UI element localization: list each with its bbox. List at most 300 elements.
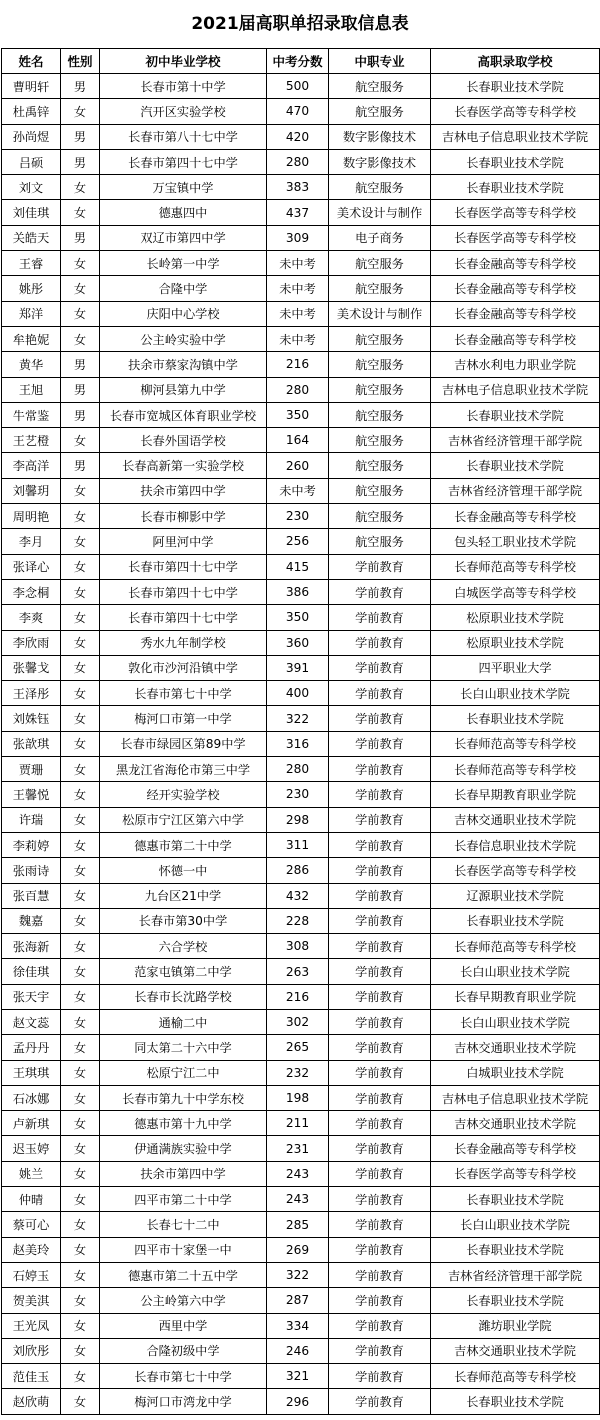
cell-middle-school: 长春市长沈路学校 — [100, 984, 267, 1009]
cell-name: 赵美玲 — [2, 1237, 61, 1262]
cell-gender: 女 — [61, 200, 100, 225]
table-row — [2, 984, 600, 1009]
table-row — [2, 74, 600, 99]
cell-vocational-major: 学前教育 — [329, 1035, 431, 1060]
table-row — [2, 529, 600, 554]
cell-exam-score: 未中考 — [267, 301, 329, 326]
cell-admitted-college: 长春金融高等专科学校 — [431, 504, 600, 529]
cell-admitted-college: 长春职业技术学院 — [431, 402, 600, 427]
cell-middle-school: 长春市宽城区体育职业学校 — [100, 402, 267, 427]
cell-admitted-college: 白城职业技术学院 — [431, 1060, 600, 1085]
cell-admitted-college: 长白山职业技术学院 — [431, 959, 600, 984]
table-row — [2, 453, 600, 478]
cell-admitted-college: 长春金融高等专科学校 — [431, 301, 600, 326]
table-row — [2, 605, 600, 630]
cell-admitted-college: 长春早期教育职业学院 — [431, 782, 600, 807]
cell-gender: 女 — [61, 579, 100, 604]
cell-vocational-major: 航空服务 — [329, 478, 431, 503]
table-row — [2, 1212, 600, 1237]
cell-gender: 女 — [61, 504, 100, 529]
cell-name: 李莉婷 — [2, 832, 61, 857]
table-row — [2, 377, 600, 402]
table-row — [2, 124, 600, 149]
cell-admitted-college: 吉林交通职业技术学院 — [431, 1111, 600, 1136]
cell-admitted-college: 长春职业技术学院 — [431, 74, 600, 99]
cell-admitted-college: 吉林交通职业技术学院 — [431, 1338, 600, 1363]
cell-name: 刘馨玥 — [2, 478, 61, 503]
header-exam-score: 中考分数 — [267, 49, 329, 74]
cell-vocational-major: 学前教育 — [329, 1085, 431, 1110]
cell-admitted-college: 吉林省经济管理干部学院 — [431, 428, 600, 453]
cell-exam-score: 296 — [267, 1389, 329, 1414]
cell-vocational-major: 航空服务 — [329, 428, 431, 453]
cell-vocational-major: 学前教育 — [329, 1338, 431, 1363]
cell-middle-school: 梅河口市湾龙中学 — [100, 1389, 267, 1414]
cell-middle-school: 长春七十二中 — [100, 1212, 267, 1237]
cell-admitted-college: 吉林省经济管理干部学院 — [431, 1262, 600, 1287]
cell-vocational-major: 学前教育 — [329, 959, 431, 984]
cell-middle-school: 长春市第四十七中学 — [100, 554, 267, 579]
cell-exam-score: 260 — [267, 453, 329, 478]
cell-name: 王馨悦 — [2, 782, 61, 807]
table-row — [2, 1060, 600, 1085]
cell-vocational-major: 学前教育 — [329, 1389, 431, 1414]
cell-exam-score: 298 — [267, 807, 329, 832]
cell-exam-score: 386 — [267, 579, 329, 604]
table-row — [2, 352, 600, 377]
cell-admitted-college: 四平职业大学 — [431, 655, 600, 680]
table-row — [2, 1262, 600, 1287]
cell-middle-school: 秀水九年制学校 — [100, 630, 267, 655]
table-row — [2, 1187, 600, 1212]
cell-middle-school: 同太第二十六中学 — [100, 1035, 267, 1060]
cell-vocational-major: 电子商务 — [329, 225, 431, 250]
cell-name: 张天宇 — [2, 984, 61, 1009]
cell-gender: 女 — [61, 1313, 100, 1338]
table-row — [2, 1136, 600, 1161]
cell-gender: 女 — [61, 630, 100, 655]
cell-admitted-college: 松原职业技术学院 — [431, 605, 600, 630]
cell-gender: 女 — [61, 428, 100, 453]
cell-exam-score: 400 — [267, 681, 329, 706]
cell-middle-school: 双辽市第四中学 — [100, 225, 267, 250]
cell-vocational-major: 学前教育 — [329, 1009, 431, 1034]
cell-middle-school: 长春市第四十七中学 — [100, 149, 267, 174]
cell-exam-score: 269 — [267, 1237, 329, 1262]
cell-name: 关皓天 — [2, 225, 61, 250]
cell-exam-score: 383 — [267, 175, 329, 200]
cell-name: 王睿 — [2, 251, 61, 276]
table-row — [2, 1237, 600, 1262]
cell-name: 王光凤 — [2, 1313, 61, 1338]
cell-vocational-major: 学前教育 — [329, 1060, 431, 1085]
cell-middle-school: 经开实验学校 — [100, 782, 267, 807]
cell-gender: 女 — [61, 1389, 100, 1414]
cell-admitted-college: 辽源职业技术学院 — [431, 883, 600, 908]
cell-admitted-college: 长春医学高等专科学校 — [431, 99, 600, 124]
cell-exam-score: 198 — [267, 1085, 329, 1110]
cell-gender: 女 — [61, 1085, 100, 1110]
cell-exam-score: 164 — [267, 428, 329, 453]
cell-name: 赵文蕊 — [2, 1009, 61, 1034]
cell-name: 李月 — [2, 529, 61, 554]
cell-name: 张雨诗 — [2, 858, 61, 883]
cell-name: 张歆琪 — [2, 731, 61, 756]
cell-middle-school: 长春市第30中学 — [100, 908, 267, 933]
cell-name: 孟丹丹 — [2, 1035, 61, 1060]
cell-exam-score: 280 — [267, 757, 329, 782]
cell-exam-score: 420 — [267, 124, 329, 149]
cell-admitted-college: 吉林交通职业技术学院 — [431, 1035, 600, 1060]
cell-name: 许瑞 — [2, 807, 61, 832]
table-row — [2, 959, 600, 984]
cell-middle-school: 阿里河中学 — [100, 529, 267, 554]
cell-name: 刘欣彤 — [2, 1338, 61, 1363]
cell-vocational-major: 学前教育 — [329, 807, 431, 832]
cell-middle-school: 九台区21中学 — [100, 883, 267, 908]
table-row — [2, 908, 600, 933]
cell-name: 石婷玉 — [2, 1262, 61, 1287]
cell-name: 赵欣萌 — [2, 1389, 61, 1414]
cell-exam-score: 228 — [267, 908, 329, 933]
cell-name: 黄华 — [2, 352, 61, 377]
cell-name: 蔡可心 — [2, 1212, 61, 1237]
cell-vocational-major: 学前教育 — [329, 1212, 431, 1237]
cell-exam-score: 308 — [267, 934, 329, 959]
header-name: 姓名 — [2, 49, 61, 74]
cell-vocational-major: 学前教育 — [329, 1237, 431, 1262]
cell-vocational-major: 学前教育 — [329, 782, 431, 807]
cell-name: 王旭 — [2, 377, 61, 402]
cell-exam-score: 256 — [267, 529, 329, 554]
cell-name: 王琪琪 — [2, 1060, 61, 1085]
cell-gender: 男 — [61, 352, 100, 377]
cell-vocational-major: 学前教育 — [329, 1161, 431, 1186]
cell-vocational-major: 学前教育 — [329, 1136, 431, 1161]
cell-name: 王艺橙 — [2, 428, 61, 453]
cell-vocational-major: 航空服务 — [329, 99, 431, 124]
table-row — [2, 1389, 600, 1414]
cell-vocational-major: 学前教育 — [329, 1364, 431, 1389]
cell-admitted-college: 长春师范高等专科学校 — [431, 757, 600, 782]
table-row — [2, 326, 600, 351]
cell-gender: 女 — [61, 529, 100, 554]
table-row — [2, 402, 600, 427]
cell-gender: 女 — [61, 681, 100, 706]
cell-middle-school: 长春高新第一实验学校 — [100, 453, 267, 478]
cell-name: 贾珊 — [2, 757, 61, 782]
cell-exam-score: 265 — [267, 1035, 329, 1060]
cell-admitted-college: 长春职业技术学院 — [431, 149, 600, 174]
cell-vocational-major: 学前教育 — [329, 858, 431, 883]
cell-vocational-major: 学前教育 — [329, 757, 431, 782]
table-row — [2, 1364, 600, 1389]
cell-exam-score: 216 — [267, 352, 329, 377]
cell-vocational-major: 学前教育 — [329, 984, 431, 1009]
cell-exam-score: 230 — [267, 782, 329, 807]
header-row — [2, 49, 600, 74]
cell-gender: 女 — [61, 1212, 100, 1237]
cell-gender: 女 — [61, 655, 100, 680]
cell-exam-score: 280 — [267, 377, 329, 402]
cell-exam-score: 302 — [267, 1009, 329, 1034]
cell-middle-school: 德惠四中 — [100, 200, 267, 225]
cell-exam-score: 未中考 — [267, 251, 329, 276]
cell-admitted-college: 长春金融高等专科学校 — [431, 1136, 600, 1161]
cell-exam-score: 285 — [267, 1212, 329, 1237]
cell-vocational-major: 美术设计与制作 — [329, 200, 431, 225]
cell-vocational-major: 学前教育 — [329, 1288, 431, 1313]
cell-exam-score: 321 — [267, 1364, 329, 1389]
table-row — [2, 478, 600, 503]
cell-exam-score: 311 — [267, 832, 329, 857]
cell-middle-school: 公主岭第六中学 — [100, 1288, 267, 1313]
cell-middle-school: 长春市绿园区第89中学 — [100, 731, 267, 756]
cell-name: 刘佳琪 — [2, 200, 61, 225]
cell-vocational-major: 美术设计与制作 — [329, 301, 431, 326]
cell-gender: 女 — [61, 1338, 100, 1363]
cell-middle-school: 通榆二中 — [100, 1009, 267, 1034]
cell-vocational-major: 学前教育 — [329, 630, 431, 655]
cell-admitted-college: 长春职业技术学院 — [431, 453, 600, 478]
cell-middle-school: 合隆初级中学 — [100, 1338, 267, 1363]
cell-vocational-major: 学前教育 — [329, 883, 431, 908]
header-admitted-college: 高职录取学校 — [431, 49, 600, 74]
cell-gender: 女 — [61, 175, 100, 200]
cell-gender: 女 — [61, 1060, 100, 1085]
cell-middle-school: 长春市第七十中学 — [100, 681, 267, 706]
table-row — [2, 681, 600, 706]
cell-name: 姚彤 — [2, 276, 61, 301]
cell-gender: 女 — [61, 478, 100, 503]
cell-gender: 女 — [61, 301, 100, 326]
cell-middle-school: 扶余市蔡家沟镇中学 — [100, 352, 267, 377]
cell-name: 迟玉婷 — [2, 1136, 61, 1161]
cell-admitted-college: 吉林电子信息职业技术学院 — [431, 1085, 600, 1110]
cell-exam-score: 287 — [267, 1288, 329, 1313]
table-row — [2, 200, 600, 225]
cell-admitted-college: 长春职业技术学院 — [431, 175, 600, 200]
table-row — [2, 858, 600, 883]
cell-admitted-college: 长白山职业技术学院 — [431, 681, 600, 706]
cell-name: 仲晴 — [2, 1187, 61, 1212]
table-row — [2, 1338, 600, 1363]
table-row — [2, 225, 600, 250]
cell-gender: 男 — [61, 74, 100, 99]
header-gender: 性别 — [61, 49, 100, 74]
cell-middle-school: 黑龙江省海伦市第三中学 — [100, 757, 267, 782]
cell-middle-school: 松原市宁江区第六中学 — [100, 807, 267, 832]
cell-middle-school: 德惠市第二十五中学 — [100, 1262, 267, 1287]
cell-middle-school: 伊通满族实验中学 — [100, 1136, 267, 1161]
cell-exam-score: 360 — [267, 630, 329, 655]
cell-exam-score: 432 — [267, 883, 329, 908]
cell-admitted-college: 潍坊职业学院 — [431, 1313, 600, 1338]
table-row — [2, 251, 600, 276]
cell-vocational-major: 学前教育 — [329, 832, 431, 857]
cell-middle-school: 四平市十家堡一中 — [100, 1237, 267, 1262]
table-row — [2, 706, 600, 731]
cell-vocational-major: 航空服务 — [329, 453, 431, 478]
cell-exam-score: 263 — [267, 959, 329, 984]
cell-admitted-college: 长春师范高等专科学校 — [431, 934, 600, 959]
cell-admitted-college: 吉林电子信息职业技术学院 — [431, 124, 600, 149]
cell-name: 李高洋 — [2, 453, 61, 478]
cell-gender: 女 — [61, 99, 100, 124]
table-row — [2, 1035, 600, 1060]
cell-name: 张译心 — [2, 554, 61, 579]
cell-middle-school: 长春市第四十七中学 — [100, 579, 267, 604]
cell-name: 郑洋 — [2, 301, 61, 326]
cell-admitted-college: 长春职业技术学院 — [431, 1389, 600, 1414]
cell-name: 李欣雨 — [2, 630, 61, 655]
cell-gender: 女 — [61, 1035, 100, 1060]
cell-admitted-college: 吉林水利电力职业学院 — [431, 352, 600, 377]
cell-admitted-college: 包头轻工职业技术学院 — [431, 529, 600, 554]
cell-exam-score: 500 — [267, 74, 329, 99]
cell-middle-school: 扶余市第四中学 — [100, 478, 267, 503]
cell-name: 李念桐 — [2, 579, 61, 604]
cell-name: 孙尚煜 — [2, 124, 61, 149]
table-row — [2, 276, 600, 301]
table-row — [2, 554, 600, 579]
cell-name: 张馨戈 — [2, 655, 61, 680]
cell-middle-school: 长春市第八十七中学 — [100, 124, 267, 149]
admission-table — [1, 48, 600, 1415]
cell-admitted-college: 吉林省经济管理干部学院 — [431, 478, 600, 503]
cell-exam-score: 350 — [267, 605, 329, 630]
cell-name: 李爽 — [2, 605, 61, 630]
table-body — [2, 74, 600, 1415]
cell-exam-score: 470 — [267, 99, 329, 124]
cell-name: 王泽彤 — [2, 681, 61, 706]
cell-middle-school: 万宝镇中学 — [100, 175, 267, 200]
cell-vocational-major: 学前教育 — [329, 1262, 431, 1287]
cell-vocational-major: 航空服务 — [329, 326, 431, 351]
cell-gender: 女 — [61, 1262, 100, 1287]
cell-vocational-major: 航空服务 — [329, 175, 431, 200]
cell-gender: 男 — [61, 124, 100, 149]
table-row — [2, 1288, 600, 1313]
cell-gender: 女 — [61, 1187, 100, 1212]
cell-vocational-major: 数字影像技术 — [329, 149, 431, 174]
cell-exam-score: 322 — [267, 1262, 329, 1287]
cell-exam-score: 286 — [267, 858, 329, 883]
cell-gender: 女 — [61, 554, 100, 579]
header-middle-school: 初中毕业学校 — [100, 49, 267, 74]
cell-admitted-college: 长春职业技术学院 — [431, 706, 600, 731]
cell-admitted-college: 长春师范高等专科学校 — [431, 1364, 600, 1389]
cell-vocational-major: 航空服务 — [329, 402, 431, 427]
cell-middle-school: 德惠市第十九中学 — [100, 1111, 267, 1136]
cell-vocational-major: 学前教育 — [329, 1111, 431, 1136]
cell-vocational-major: 学前教育 — [329, 934, 431, 959]
table-row — [2, 782, 600, 807]
cell-exam-score: 232 — [267, 1060, 329, 1085]
table-row — [2, 1009, 600, 1034]
cell-exam-score: 216 — [267, 984, 329, 1009]
cell-gender: 男 — [61, 377, 100, 402]
cell-name: 徐佳琪 — [2, 959, 61, 984]
page-title: 2021届高职单招录取信息表 — [191, 14, 409, 34]
cell-gender: 女 — [61, 858, 100, 883]
cell-vocational-major: 数字影像技术 — [329, 124, 431, 149]
cell-name: 贺美淇 — [2, 1288, 61, 1313]
cell-name: 周明艳 — [2, 504, 61, 529]
cell-vocational-major: 学前教育 — [329, 681, 431, 706]
cell-gender: 女 — [61, 807, 100, 832]
cell-admitted-college: 白城医学高等专科学校 — [431, 579, 600, 604]
cell-admitted-college: 长白山职业技术学院 — [431, 1212, 600, 1237]
cell-vocational-major: 学前教育 — [329, 1187, 431, 1212]
cell-vocational-major: 学前教育 — [329, 554, 431, 579]
cell-name: 魏嘉 — [2, 908, 61, 933]
cell-middle-school: 范家屯镇第二中学 — [100, 959, 267, 984]
cell-admitted-college: 长春信息职业技术学院 — [431, 832, 600, 857]
cell-name: 姚兰 — [2, 1161, 61, 1186]
cell-admitted-college: 长春师范高等专科学校 — [431, 731, 600, 756]
cell-vocational-major: 航空服务 — [329, 251, 431, 276]
cell-gender: 女 — [61, 276, 100, 301]
cell-admitted-college: 长春职业技术学院 — [431, 1187, 600, 1212]
table-row — [2, 99, 600, 124]
cell-vocational-major: 航空服务 — [329, 504, 431, 529]
cell-exam-score: 280 — [267, 149, 329, 174]
table-row — [2, 301, 600, 326]
cell-gender: 女 — [61, 1111, 100, 1136]
cell-vocational-major: 学前教育 — [329, 1313, 431, 1338]
cell-middle-school: 梅河口市第一中学 — [100, 706, 267, 731]
cell-admitted-college: 长春医学高等专科学校 — [431, 1161, 600, 1186]
cell-name: 吕硕 — [2, 149, 61, 174]
cell-admitted-college: 长春金融高等专科学校 — [431, 251, 600, 276]
cell-name: 卢新琪 — [2, 1111, 61, 1136]
cell-middle-school: 长春市第九十中学东校 — [100, 1085, 267, 1110]
cell-vocational-major: 学前教育 — [329, 579, 431, 604]
cell-middle-school: 怀德一中 — [100, 858, 267, 883]
cell-admitted-college: 长春金融高等专科学校 — [431, 276, 600, 301]
cell-exam-score: 391 — [267, 655, 329, 680]
cell-exam-score: 未中考 — [267, 276, 329, 301]
cell-gender: 女 — [61, 959, 100, 984]
cell-middle-school: 长春市柳影中学 — [100, 504, 267, 529]
cell-vocational-major: 航空服务 — [329, 377, 431, 402]
cell-vocational-major: 航空服务 — [329, 529, 431, 554]
table-row — [2, 1111, 600, 1136]
cell-exam-score: 322 — [267, 706, 329, 731]
cell-gender: 男 — [61, 225, 100, 250]
cell-admitted-college: 长春金融高等专科学校 — [431, 326, 600, 351]
table-row — [2, 655, 600, 680]
table-row — [2, 1161, 600, 1186]
cell-admitted-college: 长春早期教育职业学院 — [431, 984, 600, 1009]
cell-middle-school: 汽开区实验学校 — [100, 99, 267, 124]
cell-gender: 男 — [61, 402, 100, 427]
cell-middle-school: 松原宁江二中 — [100, 1060, 267, 1085]
cell-exam-score: 246 — [267, 1338, 329, 1363]
cell-name: 刘姝钰 — [2, 706, 61, 731]
cell-exam-score: 316 — [267, 731, 329, 756]
cell-gender: 女 — [61, 731, 100, 756]
table-row — [2, 630, 600, 655]
cell-vocational-major: 学前教育 — [329, 605, 431, 630]
cell-admitted-college: 吉林电子信息职业技术学院 — [431, 377, 600, 402]
table-row — [2, 504, 600, 529]
cell-exam-score: 211 — [267, 1111, 329, 1136]
cell-vocational-major: 学前教育 — [329, 731, 431, 756]
cell-admitted-college: 长白山职业技术学院 — [431, 1009, 600, 1034]
header-vocational-major: 中职专业 — [329, 49, 431, 74]
